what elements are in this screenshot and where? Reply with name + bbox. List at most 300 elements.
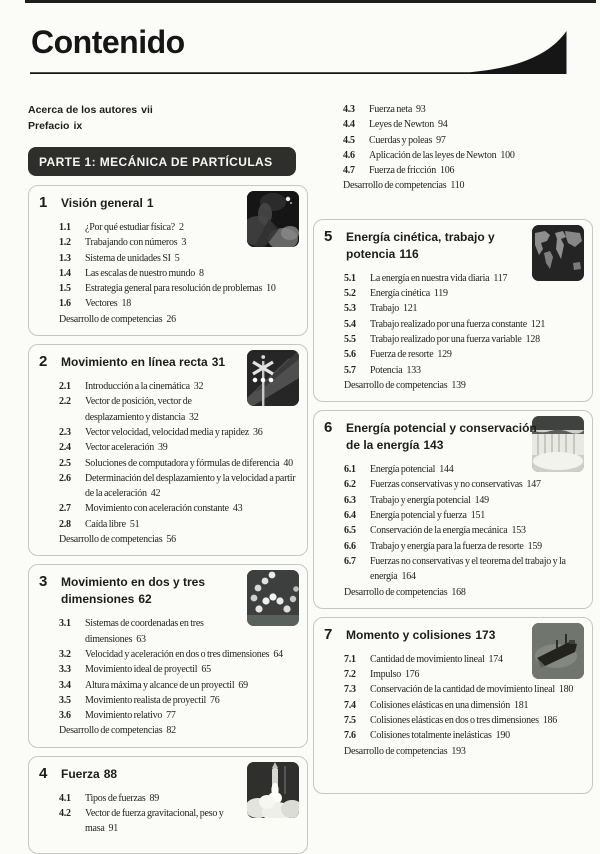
section-title-text: Fuerzas no conservativas y el teorema del trabajo y la energía [370,555,566,583]
page-number: 106 [440,165,455,177]
toc-section-row [59,281,301,296]
section-title-text: Movimiento relativo [85,710,163,722]
section-title [369,148,593,163]
section-number: 7.4 [344,699,356,711]
toc-section-row [59,693,301,708]
toc-section-row [344,508,586,523]
chapter-1-box [28,185,308,336]
chapter-title-line: potencia 116 [346,246,419,261]
page-number: 153 [511,525,526,537]
left-column [28,100,308,854]
section-title-text: Vector de fuerza gravitacional, peso y masa [85,808,224,835]
toc-section-row [59,471,301,502]
section-number: 2.5 [59,457,71,469]
chapter-footer [59,312,301,327]
toc-section-row [59,251,301,266]
chapter-4-box [28,756,308,854]
section-number: 4.2 [59,808,71,820]
chapter-footer-label: Desarrollo de competencias [59,534,163,546]
section-title-text: Las escalas de nuestro mundo [85,267,196,279]
section-number: 3.1 [59,618,71,630]
section-title-text: Soluciones de computadora y fórmulas de diferencia [85,457,280,469]
section-number: 1.2 [59,237,71,249]
page-number: 82 [166,725,176,737]
chapter-title [61,194,154,212]
page-number: 5 [174,252,180,264]
section-number: 2.2 [59,396,71,408]
chapter-6-box [313,410,593,609]
page-top-edge-bar [25,0,596,3]
front-matter-label: Prefacio [28,120,70,132]
toc-section-row [59,708,301,723]
section-title-text: Cuerdas y poleas [369,134,433,146]
section-number: 4.1 [59,792,71,804]
section-number: 5.4 [344,318,356,330]
section-number: 7.6 [344,730,356,742]
section-title-text: Colisiones elásticas en una dimensión [370,699,510,711]
section-number: 6.4 [344,510,356,522]
section-title-text: Vector velocidad, velocidad media y rapidez [85,426,249,438]
section-number: 7.5 [344,715,356,727]
page-number: 147 [526,479,541,491]
section-number: 6.3 [344,494,356,506]
chapter-footer-label: Desarrollo de competencias [344,379,448,391]
section-title-text: ¿Por qué estudiar física? [85,222,175,233]
page-number: 42 [150,488,161,500]
toc-section-row [59,806,242,837]
section-title-text: Colisiones elásticas en dos o tres dimensiones [370,715,539,727]
chapter-heading [29,573,242,608]
chapter-title-line: Visión general 1 [61,196,154,210]
chapter-title [346,626,495,644]
section-title [370,523,586,538]
toc-section-row [59,266,301,281]
chapter-footer-label: Desarrollo de competencias [59,725,163,737]
page-number: 43 [232,503,243,515]
page-number: 151 [470,510,485,522]
toc-section-row [59,501,301,516]
section-number: 2.1 [59,381,71,393]
section-title [85,379,242,394]
section-number: 3.6 [59,710,71,722]
toc-section-row [344,493,586,508]
section-number: 3.3 [59,664,71,676]
chapter-title-line: dimensiones 62 [61,592,152,607]
chapter-number: 1 [39,194,48,211]
section-title-text: Energía cinética [370,288,430,300]
section-title-text: Fuerzas conservativas y no conservativas [370,479,523,491]
page-number: 97 [436,134,446,146]
section-number: 5.1 [344,272,356,284]
page-title: Contenido [31,24,185,60]
toc-section-row [343,117,593,132]
chapter-title [61,765,117,783]
section-number: 4.7 [343,165,355,177]
page-number: 94 [438,119,448,131]
toc-section-row [344,667,527,682]
toc-section-row [59,791,242,806]
page-number: 164 [401,571,416,583]
section-title [370,713,586,728]
section-title-text: Conservación de la energía mecánica [370,525,508,537]
section-title [85,662,301,677]
header-rule-swoosh [30,29,567,75]
section-title-text: Trabajando con números [85,237,178,249]
chapter-5-box [313,219,593,402]
page-number: 1 [146,196,154,210]
chapter-number: 3 [39,573,48,591]
page-number: 63 [136,633,146,645]
section-title-text: Tipos de fuerzas [85,792,146,804]
page-number: 159 [527,540,542,552]
chapter-heading [314,228,527,263]
page-number: 139 [451,379,466,391]
toc-section-row [59,517,301,532]
section-number: 6.5 [344,525,356,537]
section-title-text: Introducción a la cinemática [85,381,190,393]
page-number: 40 [283,457,293,469]
toc-section-row [344,462,527,477]
toc-section-row [344,317,586,332]
section-title [85,693,301,708]
toc-section-row [59,647,301,662]
section-number: 6.1 [344,464,356,476]
toc-section-row [343,163,593,178]
cargo-ship-thumbnail-image [532,623,584,679]
section-number: 5.2 [344,288,356,300]
page-number: 143 [423,438,444,453]
page-number: 193 [451,745,466,757]
page-number: 39 [158,442,168,454]
page-number: 56 [166,534,176,546]
page-number: 100 [500,149,515,161]
page-number: 176 [405,669,420,681]
page-number: 77 [166,710,176,722]
toc-section-row [344,332,586,347]
chapter-7-box [313,617,593,794]
section-title-text: Conservación de la cantidad de movimiento lineal [370,684,555,696]
chapter-footer [59,723,301,738]
page-number: 3 [181,237,187,249]
section-title-text: La energía en nuestra vida diaria [370,272,490,284]
toc-section-row [343,133,593,148]
page-number: 2 [178,222,184,233]
section-number: 1.4 [59,267,71,279]
page-number: 51 [129,518,140,530]
page-number: 26 [166,313,176,325]
railroad-crossing-thumbnail-image [247,350,299,406]
chapter-footer-label: Desarrollo de competencias [344,586,448,598]
toc-section-row [343,148,593,163]
chapter-title-line: Momento y colisiones 173 [346,627,496,642]
chapter-title-line: de la energía 143 [346,438,444,453]
section-number: 5.7 [344,364,356,376]
page-number: 149 [474,494,489,506]
section-number: 5.6 [344,349,356,361]
section-number: 1.5 [59,283,71,295]
section-title [85,235,242,250]
chapter-title [61,353,225,371]
section-title [85,678,301,693]
section-number: 2.6 [59,472,71,484]
section-title-text: Fuerza neta [369,104,413,115]
page-number: 89 [149,792,160,804]
chapter-title-line: Energía cinética, trabajo y [346,229,495,244]
section-title-text: Colisiones totalmente inelásticas [370,730,492,742]
chapter-3-box [28,564,308,747]
chapter-heading [29,353,242,371]
page-number: 116 [399,246,419,261]
chapter-heading [29,194,242,212]
section-title [370,271,527,286]
toc-section-row [59,662,301,677]
toc-section-row [344,286,586,301]
section-title-text: Leyes de Newton [369,119,435,131]
page-number: 31 [211,355,226,370]
section-number: 4.3 [343,104,355,115]
section-title [85,471,301,502]
section-number: 1.3 [59,252,71,264]
section-title-text: Fuerza de resorte [370,349,434,361]
toc-section-row [344,652,527,667]
section-number: 2.4 [59,442,71,454]
section-title [370,698,586,713]
page-number: 32 [189,411,199,423]
section-title [85,220,242,235]
page-number: 76 [210,694,220,706]
section-title [369,102,593,117]
toc-section-row [344,682,586,697]
section-title [85,266,301,281]
toc-section-row [344,363,586,378]
section-title-text: Cantidad de movimiento lineal [370,653,485,665]
page-number: 144 [439,464,454,476]
toc-section-row [344,301,586,316]
chapter-4-continuation [313,102,593,194]
toc-section-row [344,539,586,554]
front-matter [28,102,308,134]
front-matter-entry [28,102,308,118]
section-title-text: Aplicación de las leyes de Newton [369,149,497,161]
section-title-text: Sistema de unidades SI [85,252,171,264]
toc-section-row [59,440,301,455]
section-title-text: Sistemas de coordenadas en tres dimensiones [85,618,204,645]
section-title-text: Altura máxima y alcance de un proyectil [85,679,235,691]
section-title [370,682,586,697]
toc-section-row [344,698,586,713]
toc-section-row [59,220,242,235]
page-number: 129 [437,349,452,361]
toc-section-row [59,296,301,311]
toc-section-row [59,456,301,471]
page-number: 69 [238,679,248,691]
section-title [370,317,586,332]
chapter-title [346,228,495,263]
chapter-footer [344,378,586,393]
chapter-number: 4 [39,764,48,782]
rocket-launch-thumbnail-image [247,762,299,818]
section-number: 4.6 [343,149,355,161]
section-title-text: Movimiento con aceleración constante [85,503,229,515]
section-number: 4.5 [343,134,355,146]
section-title [369,117,593,132]
section-title [370,477,586,492]
world-map-thumbnail-image [532,225,584,281]
front-matter-entry [28,118,308,134]
section-number: 7.1 [344,653,356,665]
toc-section-row [59,235,242,250]
toc-section-row [344,347,586,362]
page-number: 186 [542,715,558,727]
section-title [370,286,586,301]
section-number: 5.5 [344,333,356,345]
section-title [370,347,586,362]
page-number: 62 [138,592,152,607]
chapter-footer [343,178,593,193]
section-title-text: Estrategia general para resolución de problemas [85,283,263,295]
section-title-text: Velocidad y aceleración en dos o tres dimensiones [85,648,270,660]
section-title [85,281,301,296]
chapter-title-line: Movimiento en dos y tres [61,575,206,590]
section-number: 7.3 [344,684,356,696]
page-number: ix [73,120,83,132]
section-title-text: Trabajo y energía para la fuerza de resorte [370,540,524,552]
section-title-text: Vector aceleración [85,442,155,454]
section-number: 7.2 [344,669,356,681]
section-number: 6.7 [344,555,356,567]
chapter-heading [314,626,527,644]
section-title [85,394,242,425]
page-number: 8 [199,267,204,279]
page-number: 36 [252,426,263,438]
section-title [369,133,593,148]
page-number: 121 [403,303,418,315]
section-number: 2.8 [59,518,71,530]
chapter-title [346,419,537,454]
section-number: 3.5 [59,694,71,706]
page-number: 190 [495,730,510,742]
toc-section-row [344,271,527,286]
chapter-footer [344,744,586,759]
toc-section-row [344,477,586,492]
chapter-footer-label: Desarrollo de competencias [344,745,448,757]
section-number: 6.6 [344,540,356,552]
front-matter-label: Acerca de los autores [28,104,138,116]
toc-section-row [344,554,586,585]
section-number: 6.2 [344,479,356,491]
waterfall-thumbnail-image [532,416,584,472]
section-title-text: Energía potencial y fuerza [370,510,467,522]
toc-section-row [344,713,586,728]
section-title-text: Vector de posición, vector de desplazamiento y distancia [85,396,192,423]
toc-section-row [59,394,242,425]
chapter-number: 2 [39,353,48,371]
section-title-text: Potencia [370,364,403,376]
section-number: 5.3 [344,303,356,315]
chapter-number: 6 [324,419,333,437]
right-column [313,100,593,794]
section-number: 2.7 [59,503,71,515]
section-title [370,652,527,667]
page-number: 173 [475,627,496,642]
section-title [85,251,301,266]
section-title [85,647,301,662]
page-number: 121 [530,318,546,330]
section-title-text: Energía potencial [370,464,436,476]
section-number: 2.3 [59,426,71,438]
section-title-text: Impulso [370,669,402,681]
section-title-text: Trabajo [370,303,399,315]
section-number: 3.2 [59,648,71,660]
bouncing-balls-thumbnail-image [247,570,299,626]
section-title [85,806,242,837]
section-title-text: Movimiento realista de proyectil [85,694,206,706]
toc-section-row [343,102,593,117]
page-number: 128 [525,333,540,345]
page-number: 64 [273,648,283,660]
page-number: 180 [558,684,574,696]
section-title-text: Caída libre [85,518,126,530]
page-number: 93 [416,104,426,115]
page-number: vii [141,104,153,116]
section-title-text: Trabajo realizado por una fuerza variable [370,333,522,345]
section-title [85,517,301,532]
section-title [370,462,527,477]
chapter-title-line: Energía potencial y conservación [346,421,537,436]
section-title [85,296,301,311]
section-title-text: Trabajo realizado por una fuerza constante [370,318,527,330]
section-title [85,616,242,647]
chapter-number: 7 [324,625,333,643]
page-number: 117 [493,272,508,284]
chapter-footer-label: Desarrollo de competencias [343,180,447,192]
chapter-footer [59,532,301,547]
section-title [370,539,586,554]
section-title [370,508,586,523]
section-title-text: Movimiento ideal de proyectil [85,664,198,676]
section-title [370,493,586,508]
section-title [85,440,301,455]
section-title-text: Vectores [85,298,118,310]
page-number: 32 [193,381,204,393]
toc-section-row [59,678,301,693]
chapter-title-line: Movimiento en línea recta 31 [61,355,226,370]
section-title [370,728,586,743]
section-title [85,501,301,516]
section-title [85,456,301,471]
toc-section-row [344,523,586,538]
page-number: 133 [406,364,421,376]
right-chapters [313,219,593,794]
chapter-2-box [28,344,308,556]
section-number: 1.1 [59,222,71,233]
page-number: 168 [451,586,466,598]
section-number: 3.4 [59,679,71,691]
page-number: 10 [266,283,276,295]
chapter-title-line: Fuerza 88 [61,766,118,781]
page-number: 181 [514,699,529,711]
section-title [85,791,242,806]
toc-section-row [59,425,301,440]
left-chapters [28,185,308,854]
page-number: 119 [433,288,448,300]
chapter-number: 5 [324,227,333,245]
section-title [370,554,586,585]
page-number: 110 [450,180,465,192]
section-number: 1.6 [59,298,71,310]
section-title [370,301,586,316]
space-nebula-thumbnail-image [247,191,299,247]
